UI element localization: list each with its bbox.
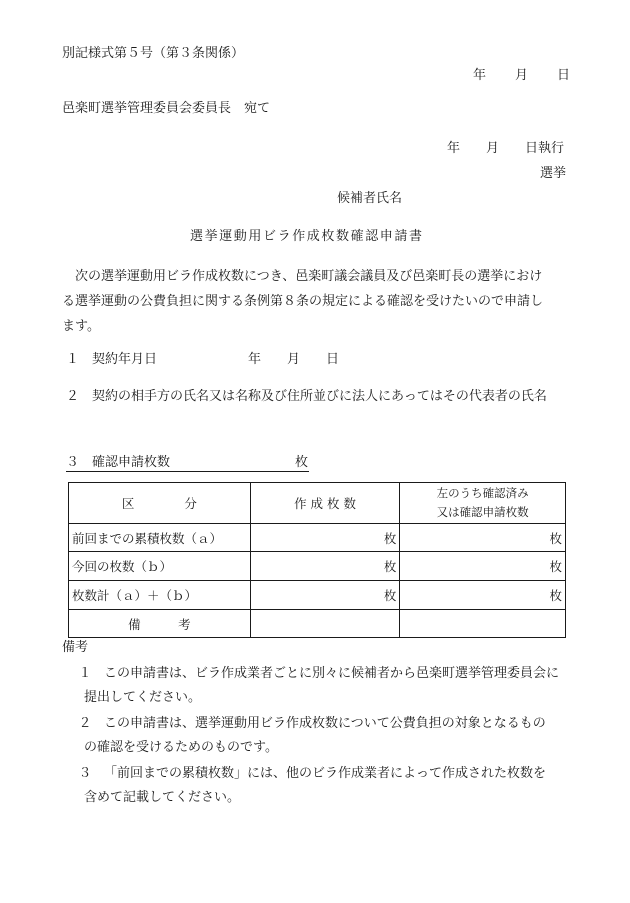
note-item: [62, 662, 572, 710]
remarks-label: 備 考: [69, 610, 251, 638]
row-created-unit: 枚: [250, 581, 400, 610]
row-created-unit: 枚: [250, 552, 400, 581]
notes-list: [62, 662, 572, 810]
intro-line-1: 次の選挙運動用ビラ作成枚数につき、邑楽町議会議員及び邑楽町長の選挙におけ: [75, 269, 543, 284]
note-item: [62, 712, 572, 760]
table-header-row: [69, 483, 566, 524]
intro-line-3: ます。: [62, 319, 100, 334]
election-date: 年 月 日執行: [447, 141, 565, 156]
item-3-unit: 枚: [295, 455, 309, 470]
header-confirmed-line-2: 又は確認申請枚数: [436, 505, 529, 519]
row-created-unit: 枚: [250, 524, 400, 552]
table-row: [69, 524, 566, 552]
remarks-confirmed-cell: [400, 610, 566, 638]
note-item: [62, 762, 572, 810]
count-table: [68, 482, 566, 638]
item-1-label: １ 契約年月日: [66, 352, 158, 367]
note-number: １: [78, 666, 92, 681]
row-confirmed-unit: 枚: [400, 524, 566, 552]
note-line: の確認を受けるためのものです。: [84, 740, 278, 755]
row-confirmed-unit: 枚: [400, 581, 566, 610]
note-line: この申請書は、ビラ作成業者ごとに別々に候補者から邑楽町選挙管理委員会に: [104, 666, 560, 681]
header-confirmed-count: [400, 483, 566, 524]
note-line: 提出してください。: [84, 690, 202, 705]
document-title: 選挙運動用ビラ作成枚数確認申請書: [190, 229, 424, 244]
intro-line-2: る選挙運動の公費負担に関する条例第８条の規定による確認を受けたいので申請し: [62, 294, 544, 309]
row-label: 今回の枚数（ｂ）: [69, 552, 251, 581]
intro-paragraph: [62, 264, 572, 339]
row-label: 前回までの累積枚数（ａ）: [69, 524, 251, 552]
remarks-row: [69, 610, 566, 638]
remarks-created-cell: [250, 610, 400, 638]
election-name: 選挙: [540, 166, 567, 181]
candidate-name-label: 候補者氏名: [337, 191, 403, 206]
row-label: 枚数計（ａ）＋（ｂ）: [69, 581, 251, 610]
item-3-text: ３ 確認申請枚数: [66, 455, 171, 470]
header-category: 区 分: [69, 483, 251, 524]
style-number: 別記様式第５号（第３条関係）: [62, 46, 245, 61]
table-row: [69, 552, 566, 581]
item-1-date: 年 月 日: [248, 352, 340, 367]
item-2-label: ２ 契約の相手方の氏名又は名称及び住所並びに法人にあってはその代表者の氏名: [66, 389, 547, 404]
note-line: 「前回までの累積枚数」には、他のビラ作成業者によって作成された枚数を: [104, 766, 547, 781]
requested-count-field: [66, 455, 309, 472]
header-confirmed-line-1: 左のうち確認済み: [436, 486, 529, 500]
item-3-label: [66, 455, 309, 472]
submission-date: 年 月 日: [473, 68, 572, 83]
header-created-count: 作 成 枚 数: [250, 483, 400, 524]
notes-heading: 備考: [62, 640, 89, 655]
note-line: この申請書は、選挙運動用ビラ作成枚数について公費負担の対象となるもの: [104, 716, 546, 731]
table-row: [69, 581, 566, 610]
addressee: 邑楽町選挙管理委員会委員長 宛て: [62, 101, 271, 116]
note-number: ２: [78, 716, 92, 731]
note-number: ３: [78, 766, 92, 781]
row-confirmed-unit: 枚: [400, 552, 566, 581]
note-line: 含めて記載してください。: [84, 790, 241, 805]
